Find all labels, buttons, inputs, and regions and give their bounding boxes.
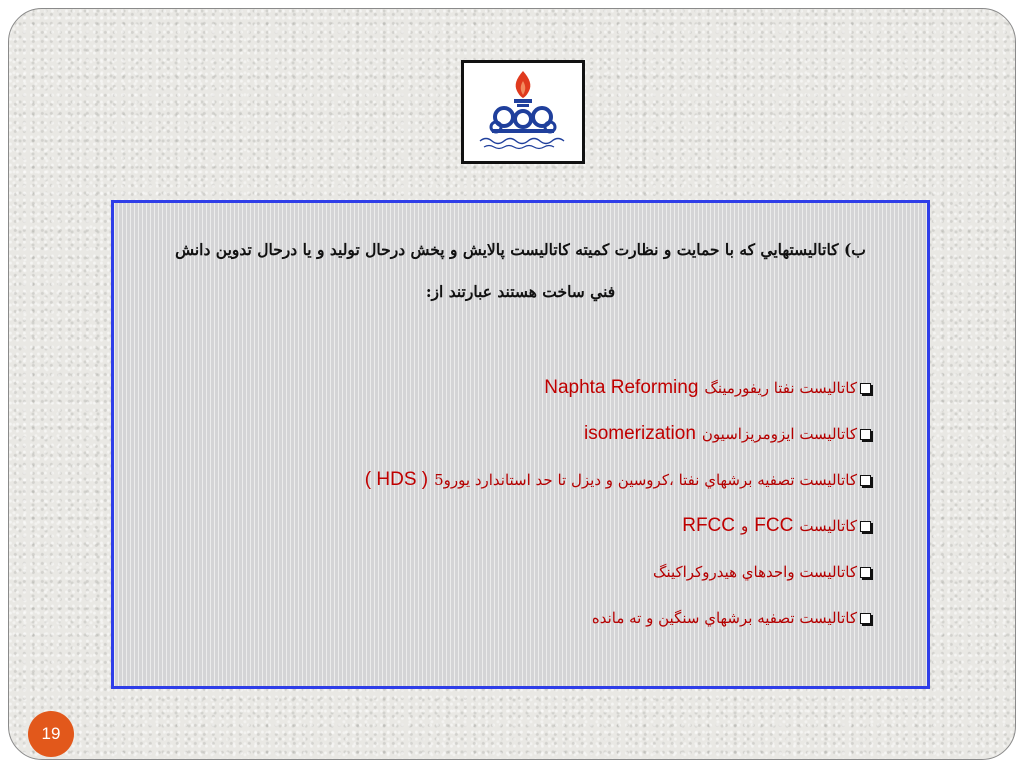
list-item bbox=[134, 411, 871, 457]
item-en: FCC bbox=[754, 515, 794, 536]
item-en: isomerization bbox=[583, 423, 696, 444]
item-en: Naphta Reforming bbox=[544, 377, 699, 398]
list-item bbox=[134, 549, 871, 595]
checkbox-bullet-icon bbox=[860, 521, 871, 532]
item-fa: كاتاليست ايزومريزاسيون bbox=[701, 425, 857, 443]
item-en-2: RFCC bbox=[682, 515, 736, 536]
list-item bbox=[134, 595, 871, 641]
checkbox-bullet-icon bbox=[860, 429, 871, 440]
item-fa: كاتاليست تصفيه برشهاي نفتا ،كروسين و ديزل تا حد استاندارد يورو5 bbox=[434, 471, 857, 489]
item-en: ( HDS ) bbox=[364, 469, 429, 490]
content-box bbox=[111, 200, 930, 689]
checkbox-bullet-icon bbox=[860, 613, 871, 624]
item-fa: كاتاليست تصفيه برشهاي سنگين و ته مانده bbox=[591, 609, 857, 627]
checkbox-bullet-icon bbox=[860, 567, 871, 578]
slide bbox=[8, 8, 1016, 760]
page-number-badge: 19 bbox=[28, 711, 74, 757]
item-fa-conjunction: و bbox=[741, 517, 749, 535]
list-item bbox=[134, 365, 871, 411]
catalyst-list bbox=[134, 365, 871, 641]
national-iranian-oil-refining-logo-icon bbox=[468, 67, 578, 157]
list-item bbox=[134, 503, 871, 549]
item-fa: كاتاليست نفتا ريفورمينگ bbox=[704, 379, 857, 397]
intro-line-1: ب) كاتاليستهايي كه با حمايت و نظارت كميته كاتاليست پالايش و پخش درحال توليد و يا درحال تدوين دانش bbox=[175, 240, 866, 259]
checkbox-bullet-icon bbox=[860, 383, 871, 394]
item-fa: كاتاليست bbox=[799, 517, 857, 535]
company-logo bbox=[461, 60, 585, 164]
item-fa: كاتاليست واحدهاي هيدروكراكينگ bbox=[653, 563, 857, 581]
intro-text bbox=[132, 229, 909, 313]
intro-line-2: فني ساخت هستند عبارتند از: bbox=[425, 282, 616, 301]
list-item bbox=[134, 457, 871, 503]
checkbox-bullet-icon bbox=[860, 475, 871, 486]
